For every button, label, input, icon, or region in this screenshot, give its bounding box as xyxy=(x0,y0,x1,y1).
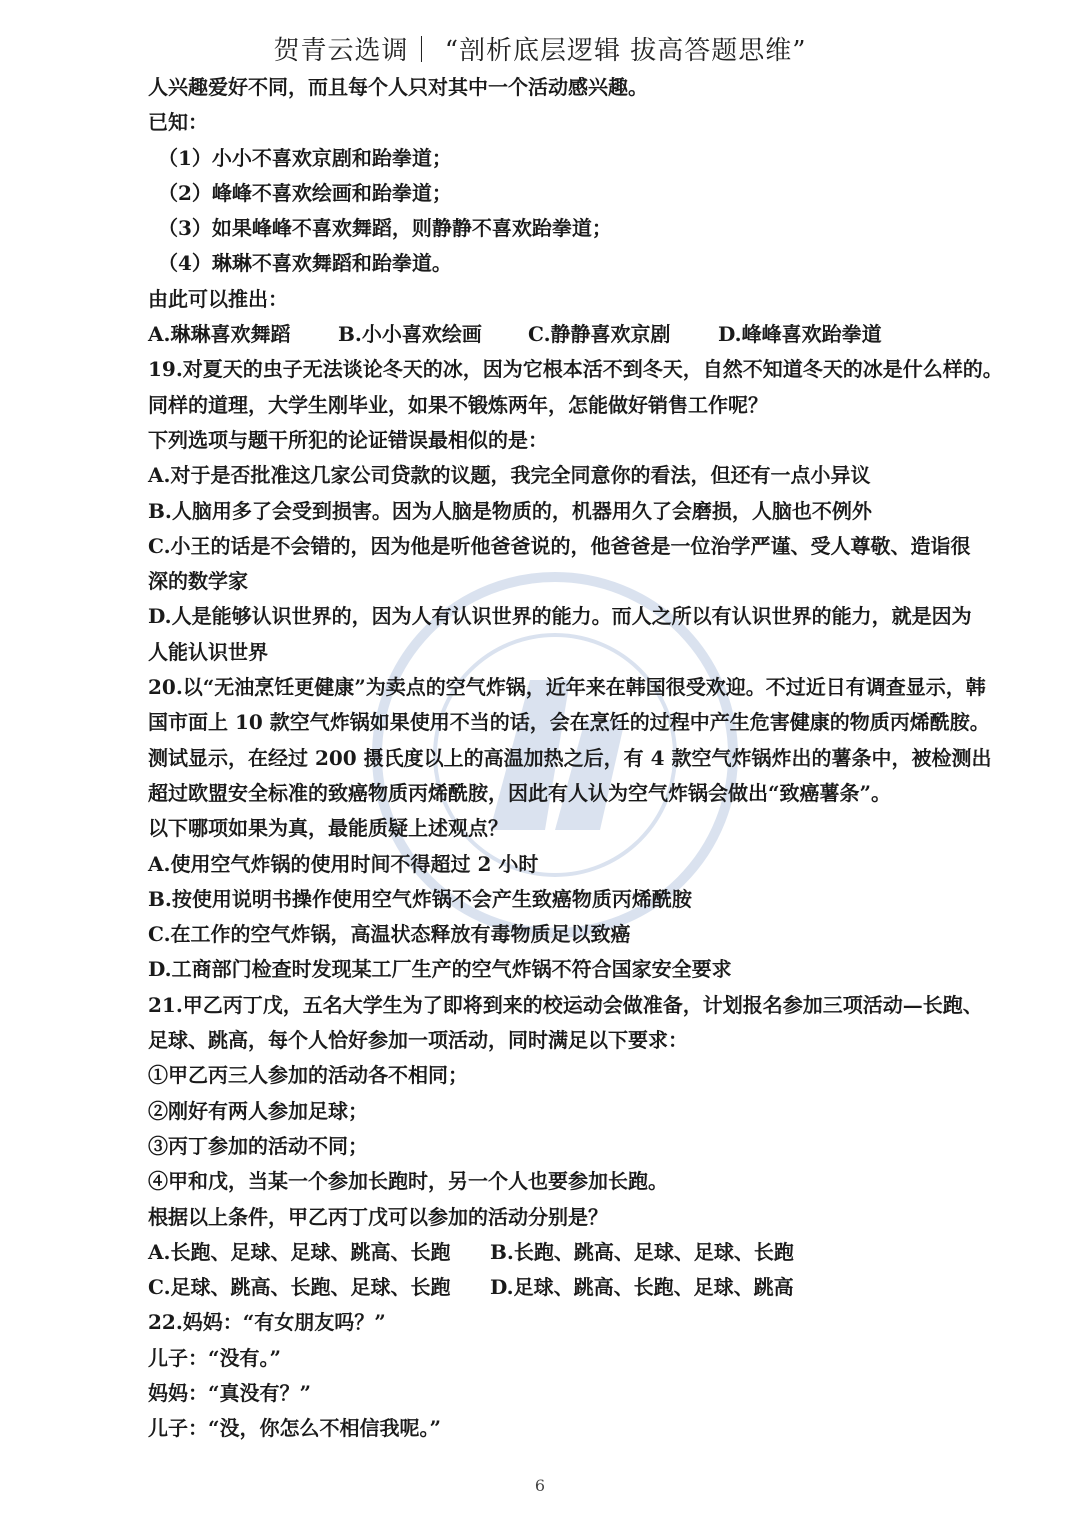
q20-option-d: D.工商部门检查时发现某工厂生产的空气炸锅不符合国家安全要求 xyxy=(148,957,732,982)
q18-option-a: A.琳琳喜欢舞蹈 xyxy=(148,322,291,347)
q21-condition: ④甲和戊，当某一个参加长跑时，另一个人也要参加长跑。 xyxy=(148,1169,668,1194)
q22-line: 儿子：“没，你怎么不相信我呢。” xyxy=(148,1416,442,1441)
q22-line: 儿子：“没有。” xyxy=(148,1345,282,1370)
q19-line: 19.对夏天的虫子无法谈论冬天的冰，因为它根本活不到冬天，自然不知道冬天的冰是什么样的。 xyxy=(148,357,1003,382)
page-number: 6 xyxy=(534,1476,546,1495)
q19-option-c-cont: 深的数学家 xyxy=(148,569,248,594)
q21-prompt: 根据以上条件，甲乙丙丁戊可以参加的活动分别是？ xyxy=(148,1204,608,1229)
q19-option-d: D.人是能够认识世界的，因为人有认识世界的能力。而人之所以有认识世界的能力，就是因为 xyxy=(148,604,972,629)
q18-condition: （4）琳琳不喜欢舞蹈和跆拳道。 xyxy=(158,251,452,276)
q20-option-c: C.在工作的空气炸锅，高温状态释放有毒物质足以致癌 xyxy=(148,922,631,947)
q21-line: 足球、跳高，每个人恰好参加一项活动，同时满足以下要求： xyxy=(148,1028,688,1053)
q19-line: 同样的道理，大学生刚毕业，如果不锻炼两年，怎能做好销售工作呢？ xyxy=(148,392,768,417)
q18-condition: （2）峰峰不喜欢绘画和跆拳道； xyxy=(158,180,452,205)
q21-option-a: A.长跑、足球、足球、跳高、长跑 xyxy=(148,1239,451,1264)
q20-line: 20.以“无油烹饪更健康”为卖点的空气炸锅，近年来在韩国很受欢迎。不过近日有调查显示，韩 xyxy=(148,675,986,700)
q21-condition: ②刚好有两人参加足球； xyxy=(148,1098,368,1123)
q18-known: 已知： xyxy=(148,110,208,135)
q21-option-d: D.足球、跳高、长跑、足球、跳高 xyxy=(490,1275,794,1300)
q20-option-a: A.使用空气炸锅的使用时间不得超过 2 小时 xyxy=(148,851,539,876)
q20-line: 测试显示，在经过 200 摄氏度以上的高温加热之后，有 4 款空气炸锅炸出的薯条中，被检测出 xyxy=(148,745,992,770)
q19-option-c: C.小王的话是不会错的，因为他是听他爸爸说的，他爸爸是一位治学严谨、受人尊敬、造诣很 xyxy=(148,533,971,558)
q20-line: 超过欧盟安全标准的致癌物质丙烯酰胺，因此有人认为空气炸锅会做出“致癌薯条”。 xyxy=(148,780,892,805)
q20-prompt: 以下哪项如果为真，最能质疑上述观点？ xyxy=(148,816,508,841)
q20-option-b: B.按使用说明书操作使用空气炸锅不会产生致癌物质丙烯酰胺 xyxy=(148,886,692,911)
q18-option-b: B.小小喜欢绘画 xyxy=(338,322,482,347)
q18-condition: （1）小小不喜欢京剧和跆拳道； xyxy=(158,145,452,170)
q19-option-d-cont: 人能认识世界 xyxy=(148,639,268,664)
q18-option-d: D.峰峰喜欢跆拳道 xyxy=(718,322,882,347)
q18-condition: （3）如果峰峰不喜欢舞蹈，则静静不喜欢跆拳道； xyxy=(158,216,612,241)
q18-option-c: C.静静喜欢京剧 xyxy=(528,322,671,347)
q19-option-a: A.对于是否批准这几家公司贷款的议题，我完全同意你的看法，但还有一点小异议 xyxy=(148,463,871,488)
q22-line: 22.妈妈：“有女朋友吗？” xyxy=(148,1310,386,1335)
q21-condition: ③丙丁参加的活动不同； xyxy=(148,1133,368,1158)
q21-condition: ①甲乙丙三人参加的活动各不相同； xyxy=(148,1063,468,1088)
q18-prompt: 由此可以推出： xyxy=(148,286,288,311)
q19-line: 下列选项与题干所犯的论证错误最相似的是： xyxy=(148,427,548,452)
page-header: 贺青云选调｜ “剖析底层逻辑 拔高答题思维” xyxy=(273,36,807,66)
q21-option-c: C.足球、跳高、长跑、足球、长跑 xyxy=(148,1275,451,1300)
q20-line: 国市面上 10 款空气炸锅如果使用不当的话，会在烹饪的过程中产生危害健康的物质丙烯酰胺。 xyxy=(148,710,990,735)
q21-line: 21.甲乙丙丁戊，五名大学生为了即将到来的校运动会做准备，计划报名参加三项活动—长跑、 xyxy=(148,992,983,1017)
q19-option-b: B.人脑用多了会受到损害。因为人脑是物质的，机器用久了会磨损，人脑也不例外 xyxy=(148,498,872,523)
exam-content xyxy=(148,70,1003,1447)
q21-option-b: B.长跑、跳高、足球、足球、长跑 xyxy=(490,1239,794,1264)
q22-line: 妈妈：“真没有？” xyxy=(148,1380,312,1405)
q18-options xyxy=(148,317,998,352)
q21-options-row xyxy=(148,1270,998,1305)
q18-intro: 人兴趣爱好不同，而且每个人只对其中一个活动感兴趣。 xyxy=(148,75,648,99)
q21-options-row xyxy=(148,1235,998,1270)
